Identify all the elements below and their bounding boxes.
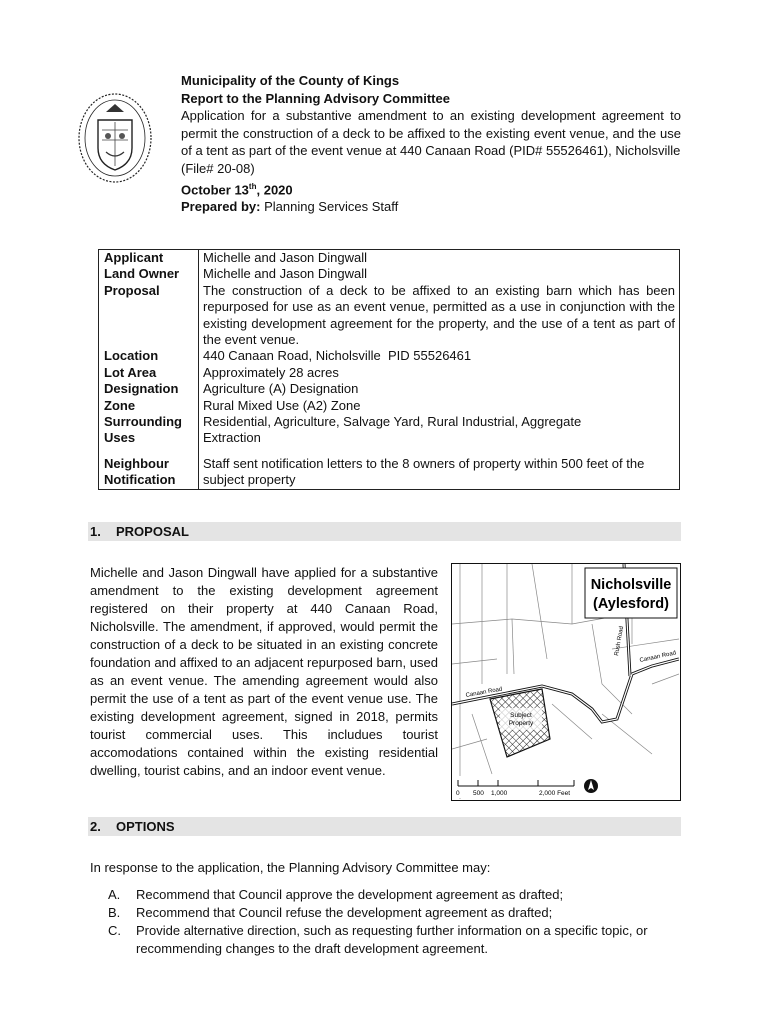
road-label-rush: Rush Road xyxy=(614,625,626,657)
section-number: 2. xyxy=(90,819,101,834)
map-subtitle: (Aylesford) xyxy=(593,596,669,612)
table-row xyxy=(99,398,680,414)
file-number: (File# 20-08) xyxy=(181,160,255,176)
application-description: Application for a substantive amendment to an existing development agreement to permit the construction of a deck to be affixed to the existing event venue, and the use of a tent as part of the event venue at 440 Canaan Road (PID# 55526461), Nicholsville xyxy=(181,108,681,159)
neighbour-value: Staff sent notification letters to the 8 owners of property within 500 feet of the subject property xyxy=(203,455,645,488)
section-title: PROPOSAL xyxy=(116,524,189,539)
table-row xyxy=(99,414,680,447)
road-label-canaan-east: Canaan Road xyxy=(639,650,677,664)
table-row xyxy=(99,365,680,381)
location-map xyxy=(451,563,681,801)
report-date xyxy=(181,178,681,199)
map-title: Nicholsville xyxy=(590,577,672,593)
municipality-title: Municipality of the County of Kings xyxy=(181,73,400,88)
designation-value: Agriculture (A) Designation xyxy=(203,381,359,397)
table-row xyxy=(99,381,680,397)
prepared-by-label: Prepared by: xyxy=(181,199,261,215)
lot-area-label: Lot Area xyxy=(99,365,199,381)
location-label: Location xyxy=(99,348,199,364)
zone-value: Rural Mixed Use (A2) Zone xyxy=(203,397,361,413)
section-options-heading xyxy=(88,817,681,836)
neighbour-label-1: Neighbour xyxy=(104,455,169,471)
designation-label: Designation xyxy=(99,381,199,397)
section-number: 1. xyxy=(90,524,101,539)
table-row xyxy=(99,266,680,282)
surrounding-label-1: Surrounding xyxy=(104,414,182,430)
option-text: Recommend that Council refuse the development agreement as drafted; xyxy=(136,905,553,920)
option-text: Recommend that Council approve the development agreement as drafted; xyxy=(136,887,564,902)
applicant-label: Applicant xyxy=(99,250,199,267)
surrounding-value: Residential, Agriculture, Salvage Yard, Rural Industrial, Aggregate Extraction xyxy=(203,414,582,446)
subject-property-label: Subject xyxy=(510,712,532,719)
date-year: , 2020 xyxy=(256,181,293,197)
zone-label: Zone xyxy=(99,398,199,414)
applicant-value: Michelle and Jason Dingwall xyxy=(203,250,368,265)
prepared-by xyxy=(181,198,681,216)
list-item xyxy=(108,922,684,958)
options-intro: In response to the application, the Planning Advisory Committee may: xyxy=(90,860,491,875)
table-row xyxy=(99,348,680,364)
proposal-text: Michelle and Jason Dingwall have applied for a substantive amendment to the existing development agreement registered on their property at 440 Canaan Road, Nicholsville. The amendment, if approved, would permit the construction of a deck to be situated in an existing concrete foundation and affixed to an adjacent repurposed barn, used as an event venue. The amending agreement would also permit the use of a tent as part of the event venue use. The existing development agreement, signed in 2018, permits tourist commercial uses. This includues tourist accomodations contained within the existing residential dwelling, tourist cabins, and an indoor event venue. xyxy=(90,565,438,778)
option-letter: B. xyxy=(108,905,121,920)
table-row xyxy=(99,250,680,267)
options-list xyxy=(108,886,684,958)
location-value: 440 Canaan Road, Nicholsville PID 55526461 xyxy=(203,348,472,364)
report-title: Report to the Planning Advisory Committee xyxy=(181,90,450,106)
owner-label: Land Owner xyxy=(99,266,199,282)
date-day: October 13 xyxy=(181,181,249,197)
road-label-canaan-west: Canaan Road xyxy=(465,686,503,699)
prepared-by-value: Planning Services Staff xyxy=(260,199,399,215)
option-letter: A. xyxy=(108,887,121,902)
application-info-table xyxy=(98,249,680,490)
lot-area-value: Approximately 28 acres xyxy=(203,364,339,380)
surrounding-label-2: Uses xyxy=(104,430,136,446)
scale-500: 500 xyxy=(473,790,484,797)
option-text: Provide alternative direction, such as requesting further information on a specific topic, or recommending changes to the draft development agreement. xyxy=(136,923,648,956)
table-row xyxy=(99,456,680,489)
table-spacer xyxy=(99,447,680,456)
proposal-value: The construction of a deck to be affixed to an existing barn which has been repurposed for use as an event venue, permitted as a use in conjunction with the existing development agreement for the property, and the use of a tent as part of the event venue. xyxy=(203,282,675,348)
county-seal-logo xyxy=(76,90,154,186)
report-header xyxy=(181,72,681,216)
list-item xyxy=(108,904,684,922)
subject-property-label-2: Property xyxy=(508,720,534,727)
scale-0: 0 xyxy=(456,790,460,797)
section-title: OPTIONS xyxy=(116,819,175,834)
map-graphic xyxy=(452,564,679,799)
neighbour-label xyxy=(99,456,199,489)
option-letter: C. xyxy=(108,923,121,938)
surrounding-label xyxy=(99,414,199,447)
date-suffix: th xyxy=(248,181,257,191)
table-row xyxy=(99,283,680,349)
section-proposal-heading xyxy=(88,522,681,541)
scale-2000: 2,000 Feet xyxy=(539,790,571,797)
proposal-label: Proposal xyxy=(99,283,199,349)
scale-1000: 1,000 xyxy=(491,790,508,797)
proposal-paragraph xyxy=(90,564,438,780)
neighbour-label-2: Notification xyxy=(104,472,176,488)
owner-value: Michelle and Jason Dingwall xyxy=(203,266,368,282)
list-item xyxy=(108,886,684,904)
